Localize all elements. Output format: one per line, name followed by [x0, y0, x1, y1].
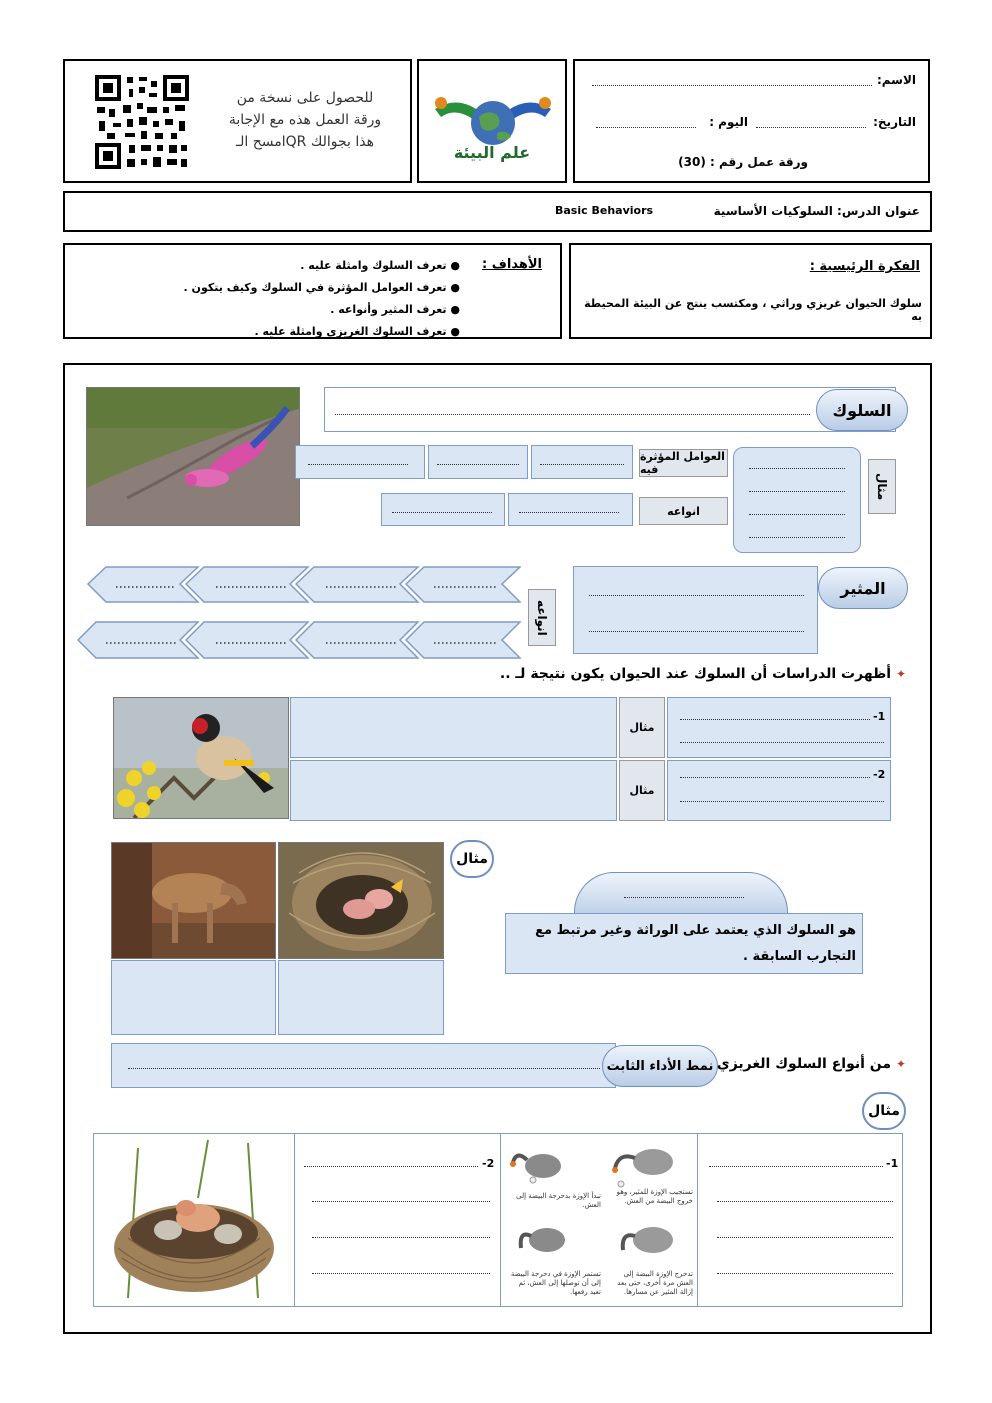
divider	[294, 1133, 295, 1307]
studies-row1-number: -1	[873, 710, 886, 723]
student-info-panel	[573, 59, 930, 183]
nest-answer-box[interactable]	[278, 960, 444, 1035]
studies-heading	[500, 666, 906, 682]
instinct-definition-box	[505, 913, 863, 974]
instinct-types-heading	[717, 1056, 906, 1072]
day-label: اليوم :	[709, 115, 748, 129]
types-col2-line1[interactable]	[304, 1166, 478, 1167]
date-field[interactable]	[756, 127, 866, 128]
main-idea-label: الفكرة الرئيسية :	[809, 259, 920, 274]
qr-text	[205, 87, 405, 153]
day-field[interactable]	[596, 127, 696, 128]
logo-text: علم البيئة	[453, 143, 531, 162]
stimulus-arrows	[76, 565, 521, 659]
stimulus-field-1[interactable]	[589, 595, 804, 596]
divider	[697, 1133, 698, 1307]
qr-panel	[63, 59, 412, 183]
studies-cell-row1-wide[interactable]	[290, 697, 617, 758]
lizard-image	[86, 387, 300, 526]
objectives-list	[184, 255, 460, 343]
objective-item: ● تعرف السلوك وامثلة عليه .	[300, 259, 460, 272]
behavior-example-label: مثال	[868, 459, 896, 514]
studies-example-label-1: مثال	[619, 697, 665, 758]
objectives-label: الأهداف :	[482, 257, 542, 272]
types-col2-line3[interactable]	[312, 1237, 490, 1238]
objective-text: تعرف السلوك الغريزي وامثلة عليه .	[254, 325, 447, 338]
stimulus-types-label: انواعه	[528, 589, 556, 646]
objective-text: تعرف العوامل المؤثرة في السلوك وكيف يتكون .	[183, 281, 447, 294]
objective-item: ● تعرف العوامل المؤثرة في السلوك وكيف يتكون .	[183, 281, 460, 294]
date-label: التاريخ:	[873, 115, 916, 129]
studies-row1-line1[interactable]	[680, 719, 870, 720]
worksheet-label	[678, 155, 808, 169]
studies-row1-line2[interactable]	[680, 742, 884, 743]
types-number-2: -2	[482, 1157, 495, 1170]
behavior-types-label: انواعه	[639, 497, 728, 525]
nest-illustration-image	[98, 1138, 291, 1303]
types-col4-line2[interactable]	[717, 1201, 893, 1202]
instinct-types-heading-text: من أنواع السلوك الغريزي	[716, 1056, 892, 1072]
lesson-title-bar	[63, 191, 932, 232]
star-bullet-icon: ✦	[895, 1057, 906, 1071]
worksheet-number: (30)	[678, 155, 706, 169]
factor-cell-3[interactable]	[531, 445, 633, 479]
name-field[interactable]	[592, 85, 872, 86]
example-field-2[interactable]	[749, 491, 845, 492]
type-cell-1[interactable]	[381, 493, 505, 526]
lesson-title-label	[714, 204, 920, 218]
instinct-example-label: مثال	[450, 840, 494, 878]
qr-line-1: للحصول على نسخة من	[236, 90, 374, 106]
lesson-title-ar: السلوكيات الأساسية	[713, 204, 833, 218]
logo-panel	[417, 59, 567, 183]
objective-text: تعرف المثير وأنواعه .	[330, 303, 447, 316]
qr-code-icon[interactable]	[93, 73, 191, 171]
objective-text: تعرف السلوك وامثلة عليه .	[300, 259, 447, 272]
studies-row2-number: -2	[873, 768, 886, 781]
objective-item: ● تعرف السلوك الغريزي وامثلة عليه .	[254, 325, 460, 338]
types-col4-line3[interactable]	[717, 1237, 893, 1238]
stimulus-field-2[interactable]	[589, 631, 804, 632]
types-col4-line1[interactable]	[709, 1166, 883, 1167]
behavior-label: السلوك	[816, 389, 908, 431]
name-label: الاسم:	[876, 73, 916, 87]
goose-caption-a: تستجيب الإوزة للمثير، وهو خروج البيضة من العش.	[616, 1188, 693, 1205]
goose-caption-b: تبدأ الإوزة بدحرجة البيضة إلى العش.	[516, 1192, 601, 1209]
fixed-action-label: نمط الأداء الثابت	[602, 1045, 718, 1087]
studies-example-label-2: مثال	[619, 760, 665, 821]
studies-cell-row2-answer[interactable]	[667, 760, 891, 821]
example-field-1[interactable]	[749, 468, 845, 469]
instinct-definition-text: هو السلوك الذي يعتمد على الوراثة وغير مرتبط مع التجارب السابقة .	[535, 923, 856, 964]
goose-egg-illustration	[503, 1136, 695, 1304]
qr-line-2: ورقة العمل هذه مع الإجابة	[228, 112, 382, 128]
goose-caption-c: تدحرج الإوزة البيضة إلى العش مرة أخرى، حتى بعد إزالة المثير عن مسارها.	[617, 1270, 693, 1296]
qr-line-3: امسح الـQR هذا بجوالك	[235, 134, 375, 150]
types-number-1: -1	[886, 1157, 899, 1170]
goose-caption-d: تستمر الإوزة في دحرجة البيضة إلى أن توصلها إلى العش، ثم تعيد رفعها.	[510, 1270, 601, 1296]
objective-item: ● تعرف المثير وأنواعه .	[330, 303, 460, 316]
objectives-panel	[63, 243, 562, 339]
worksheet-label-text: ورقة عمل رقم :	[710, 155, 808, 169]
studies-row2-line2[interactable]	[680, 801, 884, 802]
behavior-definition-box	[324, 387, 896, 432]
type-cell-2[interactable]	[508, 493, 633, 526]
studies-row2-line1[interactable]	[680, 777, 870, 778]
goldfinch-image	[113, 697, 289, 819]
main-idea-panel	[569, 243, 932, 339]
camel-image	[111, 842, 276, 959]
factor-cell-2[interactable]	[428, 445, 528, 479]
fixed-action-answer-box[interactable]	[111, 1043, 616, 1088]
stimulus-label: المثير	[818, 567, 908, 609]
behavior-definition-field[interactable]	[335, 414, 810, 415]
fixed-action-field[interactable]	[128, 1068, 600, 1069]
stimulus-definition-box	[573, 566, 818, 654]
studies-heading-text: أظهرت الدراسات أن السلوك عند الحيوان يكون نتيجة لـ ..	[499, 666, 892, 682]
example-field-4[interactable]	[749, 537, 845, 538]
main-idea-text: سلوك الحيوان غريزي وراثي ، ومكتسب ينتج عن البيئة المحيطة به	[584, 297, 922, 323]
studies-cell-row1-answer[interactable]	[667, 697, 891, 758]
star-bullet-icon: ✦	[895, 667, 906, 681]
factors-label: العوامل المؤثرة فيه	[639, 449, 728, 477]
types-col2-line2[interactable]	[312, 1201, 490, 1202]
instinct-term-field[interactable]	[624, 897, 744, 898]
types-col2-line4[interactable]	[312, 1273, 490, 1274]
camel-answer-box[interactable]	[111, 960, 276, 1035]
types-example-label: مثال	[862, 1092, 906, 1130]
example-field-3[interactable]	[749, 514, 845, 515]
studies-cell-row2-wide[interactable]	[290, 760, 617, 821]
lesson-title-label-text: عنوان الدرس:	[837, 204, 920, 218]
factor-cell-1[interactable]	[295, 445, 425, 479]
types-col4-line4[interactable]	[717, 1273, 893, 1274]
nest-chicks-image	[278, 842, 444, 959]
lesson-title-en: Basic Behaviors	[555, 204, 654, 217]
divider	[500, 1133, 501, 1307]
